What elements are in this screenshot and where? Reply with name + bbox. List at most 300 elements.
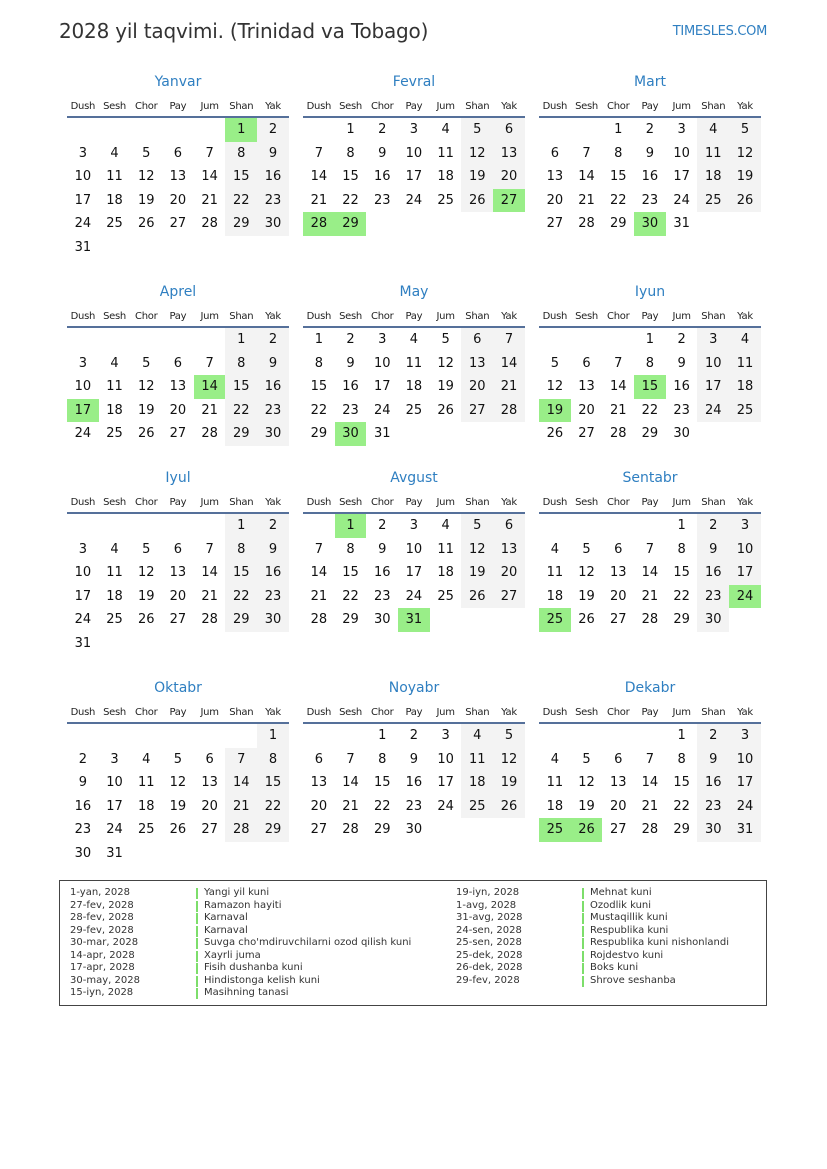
day-cell[interactable]: 19 bbox=[137, 588, 155, 604]
day-cell[interactable]: 13 bbox=[169, 565, 187, 581]
day-cell[interactable]: 9 bbox=[257, 538, 289, 562]
day-cell[interactable]: 13 bbox=[493, 538, 525, 562]
day-cell[interactable]: 21 bbox=[225, 795, 257, 819]
day-cell[interactable]: 25 bbox=[405, 402, 423, 418]
day-cell[interactable]: 27 bbox=[169, 612, 187, 628]
day-cell[interactable]: 12 bbox=[461, 142, 493, 166]
day-cell[interactable]: 29 bbox=[641, 426, 659, 442]
day-cell[interactable]: 12 bbox=[169, 775, 187, 791]
day-cell[interactable]: 9 bbox=[697, 538, 729, 562]
day-cell[interactable]: 26 bbox=[169, 822, 187, 838]
day-cell[interactable]: 24 bbox=[74, 426, 92, 442]
day-cell[interactable]: 30 bbox=[257, 212, 289, 236]
day-cell[interactable]: 12 bbox=[137, 169, 155, 185]
day-cell[interactable]: 14 bbox=[342, 775, 359, 791]
day-cell[interactable]: 3 bbox=[78, 541, 87, 557]
day-cell[interactable]: 26 bbox=[137, 216, 155, 232]
holiday-day-cell[interactable]: 30 bbox=[634, 212, 666, 236]
day-cell[interactable]: 14 bbox=[201, 169, 218, 185]
day-cell[interactable]: 10 bbox=[373, 355, 391, 371]
day-cell[interactable]: 2 bbox=[257, 118, 289, 142]
day-cell[interactable]: 10 bbox=[697, 352, 729, 376]
day-cell[interactable]: 26 bbox=[137, 426, 155, 442]
day-cell[interactable]: 11 bbox=[137, 775, 155, 791]
day-cell[interactable]: 16 bbox=[257, 561, 289, 585]
day-cell[interactable]: 10 bbox=[74, 379, 92, 395]
day-cell[interactable]: 23 bbox=[697, 585, 729, 609]
day-cell[interactable]: 30 bbox=[405, 822, 423, 838]
day-cell[interactable]: 7 bbox=[493, 328, 525, 352]
day-cell[interactable]: 20 bbox=[493, 561, 525, 585]
day-cell[interactable]: 29 bbox=[225, 608, 257, 632]
day-cell[interactable]: 2 bbox=[257, 514, 289, 538]
day-cell[interactable]: 2 bbox=[697, 514, 729, 538]
day-cell[interactable]: 24 bbox=[74, 216, 92, 232]
day-cell[interactable]: 24 bbox=[405, 192, 423, 208]
day-cell[interactable]: 5 bbox=[441, 332, 450, 347]
day-cell[interactable]: 22 bbox=[225, 189, 257, 213]
day-cell[interactable]: 31 bbox=[373, 426, 391, 442]
day-cell[interactable]: 13 bbox=[578, 379, 595, 395]
day-cell[interactable]: 29 bbox=[257, 818, 289, 842]
day-cell[interactable]: 16 bbox=[641, 169, 659, 185]
day-cell[interactable]: 20 bbox=[546, 192, 564, 208]
day-cell[interactable]: 28 bbox=[225, 818, 257, 842]
day-cell[interactable]: 8 bbox=[225, 352, 257, 376]
day-cell[interactable]: 31 bbox=[673, 216, 690, 232]
day-cell[interactable]: 27 bbox=[493, 585, 525, 609]
day-cell[interactable]: 8 bbox=[677, 541, 686, 557]
day-cell[interactable]: 11 bbox=[546, 775, 564, 791]
holiday-day-cell[interactable]: 25 bbox=[539, 818, 571, 842]
day-cell[interactable]: 18 bbox=[405, 379, 423, 395]
day-cell[interactable]: 12 bbox=[578, 775, 595, 791]
day-cell[interactable]: 2 bbox=[697, 724, 729, 748]
day-cell[interactable]: 29 bbox=[225, 212, 257, 236]
day-cell[interactable]: 20 bbox=[201, 798, 218, 814]
day-cell[interactable]: 6 bbox=[582, 355, 591, 371]
day-cell[interactable]: 1 bbox=[314, 332, 323, 347]
day-cell[interactable]: 26 bbox=[437, 402, 454, 418]
day-cell[interactable]: 10 bbox=[74, 169, 92, 185]
day-cell[interactable]: 12 bbox=[578, 565, 595, 581]
day-cell[interactable]: 12 bbox=[461, 538, 493, 562]
day-cell[interactable]: 18 bbox=[546, 798, 564, 814]
day-cell[interactable]: 20 bbox=[609, 588, 627, 604]
day-cell[interactable]: 18 bbox=[729, 375, 761, 399]
day-cell[interactable]: 3 bbox=[378, 332, 387, 347]
day-cell[interactable]: 10 bbox=[405, 145, 423, 161]
day-cell[interactable]: 7 bbox=[205, 541, 214, 557]
brand-link[interactable]: TIMESLES.COM bbox=[672, 24, 767, 39]
day-cell[interactable]: 4 bbox=[550, 751, 559, 767]
day-cell[interactable]: 26 bbox=[578, 612, 595, 628]
day-cell[interactable]: 22 bbox=[673, 798, 690, 814]
day-cell[interactable]: 27 bbox=[169, 216, 187, 232]
day-cell[interactable]: 8 bbox=[225, 142, 257, 166]
day-cell[interactable]: 15 bbox=[342, 169, 359, 185]
day-cell[interactable]: 16 bbox=[257, 165, 289, 189]
day-cell[interactable]: 5 bbox=[461, 514, 493, 538]
day-cell[interactable]: 8 bbox=[346, 541, 355, 557]
day-cell[interactable]: 19 bbox=[169, 798, 187, 814]
day-cell[interactable]: 1 bbox=[677, 518, 686, 533]
day-cell[interactable]: 1 bbox=[257, 724, 289, 748]
day-cell[interactable]: 28 bbox=[310, 612, 328, 628]
day-cell[interactable]: 19 bbox=[578, 798, 595, 814]
day-cell[interactable]: 24 bbox=[373, 402, 391, 418]
day-cell[interactable]: 15 bbox=[609, 169, 627, 185]
day-cell[interactable]: 28 bbox=[342, 822, 359, 838]
day-cell[interactable]: 16 bbox=[74, 798, 92, 814]
holiday-day-cell[interactable]: 17 bbox=[67, 399, 99, 423]
day-cell[interactable]: 17 bbox=[405, 565, 423, 581]
day-cell[interactable]: 29 bbox=[225, 422, 257, 446]
day-cell[interactable]: 30 bbox=[673, 426, 690, 442]
day-cell[interactable]: 22 bbox=[373, 798, 391, 814]
day-cell[interactable]: 9 bbox=[645, 145, 655, 161]
day-cell[interactable]: 6 bbox=[493, 514, 525, 538]
day-cell[interactable]: 23 bbox=[342, 402, 359, 418]
day-cell[interactable]: 17 bbox=[697, 375, 729, 399]
day-cell[interactable]: 19 bbox=[137, 402, 155, 418]
day-cell[interactable]: 21 bbox=[342, 798, 359, 814]
day-cell[interactable]: 5 bbox=[582, 541, 591, 557]
day-cell[interactable]: 6 bbox=[614, 751, 623, 767]
day-cell[interactable]: 2 bbox=[78, 751, 87, 767]
day-cell[interactable]: 4 bbox=[461, 724, 493, 748]
day-cell[interactable]: 5 bbox=[142, 355, 151, 371]
day-cell[interactable]: 14 bbox=[310, 169, 328, 185]
day-cell[interactable]: 2 bbox=[346, 332, 355, 347]
day-cell[interactable]: 13 bbox=[461, 352, 493, 376]
day-cell[interactable]: 25 bbox=[106, 216, 123, 232]
day-cell[interactable]: 25 bbox=[437, 192, 454, 208]
day-cell[interactable]: 7 bbox=[582, 145, 591, 161]
day-cell[interactable]: 11 bbox=[405, 355, 423, 371]
day-cell[interactable]: 28 bbox=[578, 216, 595, 232]
day-cell[interactable]: 18 bbox=[106, 588, 123, 604]
day-cell[interactable]: 10 bbox=[405, 541, 423, 557]
day-cell[interactable]: 17 bbox=[373, 379, 391, 395]
day-cell[interactable]: 18 bbox=[437, 169, 454, 185]
day-cell[interactable]: 3 bbox=[441, 728, 450, 743]
day-cell[interactable]: 18 bbox=[437, 565, 454, 581]
day-cell[interactable]: 13 bbox=[609, 775, 627, 791]
day-cell[interactable]: 10 bbox=[673, 145, 690, 161]
day-cell[interactable]: 13 bbox=[169, 379, 187, 395]
day-cell[interactable]: 5 bbox=[729, 118, 761, 142]
day-cell[interactable]: 14 bbox=[609, 379, 627, 395]
day-cell[interactable]: 16 bbox=[673, 379, 690, 395]
day-cell[interactable]: 1 bbox=[677, 728, 686, 743]
day-cell[interactable]: 25 bbox=[697, 189, 729, 213]
day-cell[interactable]: 8 bbox=[677, 751, 686, 767]
day-cell[interactable]: 4 bbox=[441, 518, 450, 533]
day-cell[interactable]: 10 bbox=[437, 751, 454, 767]
day-cell[interactable]: 18 bbox=[106, 402, 123, 418]
day-cell[interactable]: 19 bbox=[461, 561, 493, 585]
holiday-day-cell[interactable]: 1 bbox=[335, 514, 367, 538]
day-cell[interactable]: 13 bbox=[609, 565, 627, 581]
day-cell[interactable]: 3 bbox=[677, 122, 686, 137]
day-cell[interactable]: 22 bbox=[609, 192, 627, 208]
day-cell[interactable]: 28 bbox=[493, 399, 525, 423]
day-cell[interactable]: 10 bbox=[729, 538, 761, 562]
day-cell[interactable]: 26 bbox=[546, 426, 564, 442]
day-cell[interactable]: 19 bbox=[461, 165, 493, 189]
day-cell[interactable]: 2 bbox=[645, 122, 655, 137]
day-cell[interactable]: 11 bbox=[546, 565, 564, 581]
day-cell[interactable]: 6 bbox=[614, 541, 623, 557]
day-cell[interactable]: 6 bbox=[493, 118, 525, 142]
day-cell[interactable]: 6 bbox=[461, 328, 493, 352]
day-cell[interactable]: 15 bbox=[373, 775, 391, 791]
day-cell[interactable]: 3 bbox=[78, 355, 87, 371]
day-cell[interactable]: 15 bbox=[225, 375, 257, 399]
day-cell[interactable]: 4 bbox=[110, 541, 119, 557]
day-cell[interactable]: 22 bbox=[641, 402, 659, 418]
day-cell[interactable]: 16 bbox=[342, 379, 359, 395]
day-cell[interactable]: 25 bbox=[461, 795, 493, 819]
day-cell[interactable]: 23 bbox=[257, 399, 289, 423]
day-cell[interactable]: 26 bbox=[493, 795, 525, 819]
day-cell[interactable]: 20 bbox=[169, 192, 187, 208]
holiday-day-cell[interactable]: 24 bbox=[729, 585, 761, 609]
day-cell[interactable]: 26 bbox=[461, 189, 493, 213]
day-cell[interactable]: 27 bbox=[169, 426, 187, 442]
day-cell[interactable]: 25 bbox=[729, 399, 761, 423]
day-cell[interactable]: 20 bbox=[461, 375, 493, 399]
day-cell[interactable]: 2 bbox=[409, 728, 419, 743]
day-cell[interactable]: 27 bbox=[609, 612, 627, 628]
day-cell[interactable]: 15 bbox=[310, 379, 328, 395]
day-cell[interactable]: 11 bbox=[729, 352, 761, 376]
day-cell[interactable]: 5 bbox=[173, 751, 183, 767]
day-cell[interactable]: 4 bbox=[697, 118, 729, 142]
day-cell[interactable]: 7 bbox=[205, 145, 214, 161]
day-cell[interactable]: 3 bbox=[729, 514, 761, 538]
day-cell[interactable]: 5 bbox=[493, 724, 525, 748]
day-cell[interactable]: 15 bbox=[342, 565, 359, 581]
day-cell[interactable]: 14 bbox=[493, 352, 525, 376]
day-cell[interactable]: 21 bbox=[578, 192, 595, 208]
day-cell[interactable]: 11 bbox=[697, 142, 729, 166]
day-cell[interactable]: 17 bbox=[405, 169, 423, 185]
day-cell[interactable]: 18 bbox=[137, 798, 155, 814]
day-cell[interactable]: 9 bbox=[257, 142, 289, 166]
day-cell[interactable]: 2 bbox=[677, 332, 686, 347]
day-cell[interactable]: 20 bbox=[169, 588, 187, 604]
day-cell[interactable]: 8 bbox=[225, 538, 257, 562]
day-cell[interactable]: 24 bbox=[74, 612, 92, 628]
day-cell[interactable]: 15 bbox=[673, 775, 690, 791]
day-cell[interactable]: 17 bbox=[106, 798, 123, 814]
day-cell[interactable]: 9 bbox=[409, 751, 419, 767]
day-cell[interactable]: 29 bbox=[673, 612, 690, 628]
day-cell[interactable]: 20 bbox=[493, 165, 525, 189]
day-cell[interactable]: 9 bbox=[378, 541, 387, 557]
day-cell[interactable]: 3 bbox=[78, 145, 87, 161]
day-cell[interactable]: 8 bbox=[378, 751, 387, 767]
day-cell[interactable]: 23 bbox=[641, 192, 659, 208]
day-cell[interactable]: 3 bbox=[729, 724, 761, 748]
day-cell[interactable]: 27 bbox=[310, 822, 328, 838]
day-cell[interactable]: 14 bbox=[310, 565, 328, 581]
day-cell[interactable]: 11 bbox=[437, 145, 454, 161]
day-cell[interactable]: 9 bbox=[346, 355, 355, 371]
day-cell[interactable]: 27 bbox=[461, 399, 493, 423]
day-cell[interactable]: 3 bbox=[409, 122, 419, 137]
day-cell[interactable]: 4 bbox=[142, 751, 151, 767]
day-cell[interactable]: 4 bbox=[550, 541, 559, 557]
day-cell[interactable]: 27 bbox=[578, 426, 595, 442]
day-cell[interactable]: 4 bbox=[409, 332, 419, 347]
day-cell[interactable]: 24 bbox=[729, 795, 761, 819]
day-cell[interactable]: 7 bbox=[614, 355, 623, 371]
day-cell[interactable]: 30 bbox=[257, 422, 289, 446]
day-cell[interactable]: 23 bbox=[257, 585, 289, 609]
day-cell[interactable]: 11 bbox=[437, 541, 454, 557]
day-cell[interactable]: 6 bbox=[173, 145, 183, 161]
day-cell[interactable]: 18 bbox=[106, 192, 123, 208]
day-cell[interactable]: 29 bbox=[373, 822, 391, 838]
holiday-day-cell[interactable]: 30 bbox=[335, 422, 367, 446]
day-cell[interactable]: 12 bbox=[437, 355, 454, 371]
day-cell[interactable]: 18 bbox=[461, 771, 493, 795]
day-cell[interactable]: 28 bbox=[641, 822, 659, 838]
day-cell[interactable]: 25 bbox=[137, 822, 155, 838]
day-cell[interactable]: 16 bbox=[697, 561, 729, 585]
day-cell[interactable]: 29 bbox=[310, 426, 328, 442]
day-cell[interactable]: 28 bbox=[201, 426, 218, 442]
day-cell[interactable]: 25 bbox=[437, 588, 454, 604]
day-cell[interactable]: 15 bbox=[673, 565, 690, 581]
day-cell[interactable]: 20 bbox=[578, 402, 595, 418]
day-cell[interactable]: 15 bbox=[225, 561, 257, 585]
day-cell[interactable]: 9 bbox=[677, 355, 686, 371]
day-cell[interactable]: 31 bbox=[74, 239, 92, 255]
day-cell[interactable]: 8 bbox=[346, 145, 355, 161]
day-cell[interactable]: 8 bbox=[614, 145, 623, 161]
holiday-day-cell[interactable]: 31 bbox=[398, 608, 430, 632]
day-cell[interactable]: 17 bbox=[437, 775, 454, 791]
day-cell[interactable]: 9 bbox=[257, 352, 289, 376]
day-cell[interactable]: 17 bbox=[74, 588, 92, 604]
day-cell[interactable]: 7 bbox=[346, 751, 355, 767]
day-cell[interactable]: 17 bbox=[729, 561, 761, 585]
day-cell[interactable]: 23 bbox=[697, 795, 729, 819]
day-cell[interactable]: 16 bbox=[257, 375, 289, 399]
day-cell[interactable]: 6 bbox=[173, 355, 183, 371]
day-cell[interactable]: 25 bbox=[106, 426, 123, 442]
day-cell[interactable]: 2 bbox=[257, 328, 289, 352]
day-cell[interactable]: 7 bbox=[314, 145, 323, 161]
holiday-day-cell[interactable]: 19 bbox=[539, 399, 571, 423]
day-cell[interactable]: 19 bbox=[729, 165, 761, 189]
day-cell[interactable]: 30 bbox=[257, 608, 289, 632]
day-cell[interactable]: 5 bbox=[142, 145, 151, 161]
day-cell[interactable]: 26 bbox=[137, 612, 155, 628]
holiday-day-cell[interactable]: 1 bbox=[225, 118, 257, 142]
day-cell[interactable]: 11 bbox=[106, 565, 123, 581]
day-cell[interactable]: 10 bbox=[106, 775, 123, 791]
day-cell[interactable]: 13 bbox=[201, 775, 218, 791]
day-cell[interactable]: 6 bbox=[173, 541, 183, 557]
day-cell[interactable]: 13 bbox=[310, 775, 328, 791]
day-cell[interactable]: 11 bbox=[106, 379, 123, 395]
day-cell[interactable]: 19 bbox=[578, 588, 595, 604]
day-cell[interactable]: 14 bbox=[641, 775, 659, 791]
day-cell[interactable]: 26 bbox=[461, 585, 493, 609]
day-cell[interactable]: 23 bbox=[373, 588, 391, 604]
day-cell[interactable]: 29 bbox=[609, 216, 627, 232]
holiday-day-cell[interactable]: 15 bbox=[634, 375, 666, 399]
day-cell[interactable]: 8 bbox=[645, 355, 655, 371]
day-cell[interactable]: 4 bbox=[110, 355, 119, 371]
day-cell[interactable]: 2 bbox=[378, 122, 387, 137]
day-cell[interactable]: 29 bbox=[342, 612, 359, 628]
day-cell[interactable]: 20 bbox=[310, 798, 328, 814]
day-cell[interactable]: 5 bbox=[582, 751, 591, 767]
day-cell[interactable]: 12 bbox=[137, 565, 155, 581]
day-cell[interactable]: 3 bbox=[409, 518, 419, 533]
holiday-day-cell[interactable]: 29 bbox=[335, 212, 367, 236]
holiday-day-cell[interactable]: 28 bbox=[303, 212, 335, 236]
day-cell[interactable]: 15 bbox=[225, 165, 257, 189]
day-cell[interactable]: 23 bbox=[74, 822, 92, 838]
day-cell[interactable]: 1 bbox=[645, 332, 655, 347]
day-cell[interactable]: 19 bbox=[493, 771, 525, 795]
day-cell[interactable]: 16 bbox=[373, 565, 391, 581]
day-cell[interactable]: 10 bbox=[729, 748, 761, 772]
day-cell[interactable]: 30 bbox=[697, 608, 729, 632]
day-cell[interactable]: 21 bbox=[201, 192, 218, 208]
day-cell[interactable]: 22 bbox=[257, 795, 289, 819]
day-cell[interactable]: 23 bbox=[257, 189, 289, 213]
day-cell[interactable]: 7 bbox=[205, 355, 214, 371]
day-cell[interactable]: 6 bbox=[314, 751, 323, 767]
day-cell[interactable]: 13 bbox=[493, 142, 525, 166]
day-cell[interactable]: 14 bbox=[641, 565, 659, 581]
day-cell[interactable]: 4 bbox=[441, 122, 450, 137]
day-cell[interactable]: 23 bbox=[673, 402, 690, 418]
day-cell[interactable]: 23 bbox=[373, 192, 391, 208]
day-cell[interactable]: 12 bbox=[729, 142, 761, 166]
day-cell[interactable]: 22 bbox=[342, 588, 359, 604]
day-cell[interactable]: 3 bbox=[697, 328, 729, 352]
day-cell[interactable]: 6 bbox=[205, 751, 214, 767]
day-cell[interactable]: 21 bbox=[609, 402, 627, 418]
day-cell[interactable]: 2 bbox=[378, 518, 387, 533]
day-cell[interactable]: 1 bbox=[346, 122, 355, 137]
day-cell[interactable]: 10 bbox=[74, 565, 92, 581]
day-cell[interactable]: 14 bbox=[578, 169, 595, 185]
day-cell[interactable]: 7 bbox=[225, 748, 257, 772]
day-cell[interactable]: 13 bbox=[169, 169, 187, 185]
day-cell[interactable]: 8 bbox=[257, 748, 289, 772]
day-cell[interactable]: 7 bbox=[645, 751, 655, 767]
day-cell[interactable]: 14 bbox=[225, 771, 257, 795]
day-cell[interactable]: 1 bbox=[225, 514, 257, 538]
day-cell[interactable]: 30 bbox=[697, 818, 729, 842]
day-cell[interactable]: 16 bbox=[697, 771, 729, 795]
day-cell[interactable]: 17 bbox=[673, 169, 690, 185]
day-cell[interactable]: 23 bbox=[405, 798, 423, 814]
day-cell[interactable]: 5 bbox=[461, 118, 493, 142]
day-cell[interactable]: 21 bbox=[201, 588, 218, 604]
day-cell[interactable]: 22 bbox=[342, 192, 359, 208]
